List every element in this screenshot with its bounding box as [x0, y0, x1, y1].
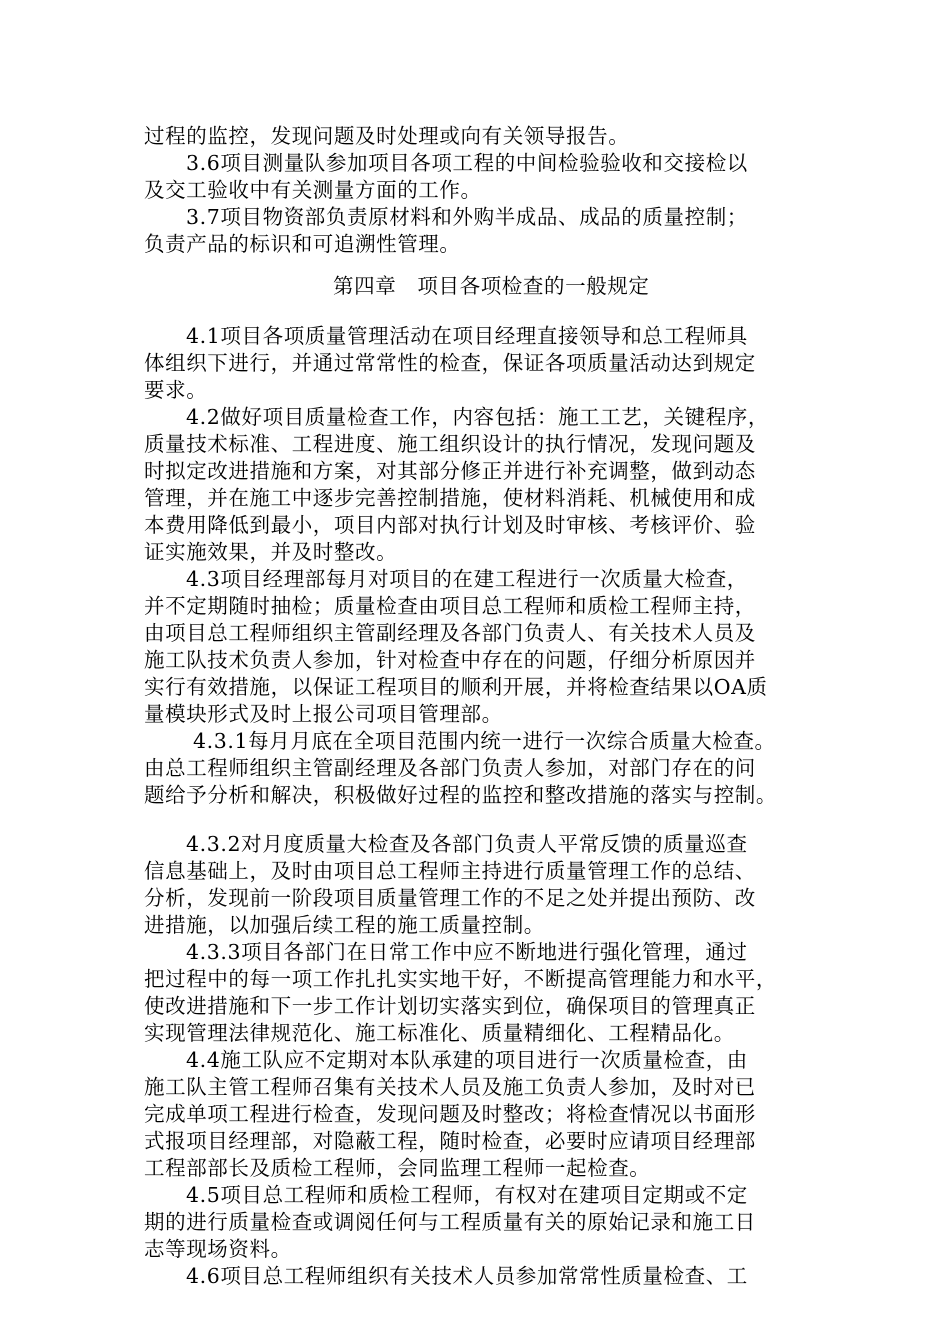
text-line [0, 755, 950, 781]
heading-text: 第四章 项目各项检查的一般规定 [333, 274, 650, 298]
line-text: 过程的监控，发现问题及时处理或向有关领导报告。 [144, 124, 630, 148]
line-text: 施工队技术负责人参加，针对检查中存在的问题，仔细分析原因并 [144, 648, 756, 672]
line-text: 并不定期随时抽检；质量检查由项目总工程师和质检工程师主持， [144, 594, 756, 618]
text-line [0, 1074, 950, 1100]
text-line [0, 377, 950, 403]
text-line [0, 323, 950, 349]
text-line [0, 647, 950, 673]
text-line [0, 1047, 950, 1073]
line-text: 3.7项目物资部负责原材料和外购半成品、成品的质量控制； [186, 205, 748, 229]
line-text: 量模块形式及时上报公司项目管理部。 [144, 702, 503, 726]
line-text: 使改进措施和下一步工作计划切实落实到位，确保项目的管理真正 [144, 994, 756, 1018]
text-line [0, 123, 950, 149]
text-line [0, 620, 950, 646]
text-line [0, 1101, 950, 1127]
text-line [0, 885, 950, 911]
text-line [0, 701, 950, 727]
line-text: 4.2做好项目质量检查工作，内容包括：施工工艺，关键程序， [186, 405, 769, 429]
line-text: 4.3项目经理部每月对项目的在建工程进行一次质量大检查， [186, 567, 748, 591]
line-text: 工程部部长及质检工程师，会同监理工程师一起检查。 [144, 1156, 651, 1180]
line-text: 进措施，以加强后续工程的施工质量控制。 [144, 913, 545, 937]
text-line [0, 912, 950, 938]
line-text: 由项目总工程师组织主管副经理及各部门负责人、有关技术人员及 [144, 621, 756, 645]
text-line [0, 728, 950, 754]
line-text: 由总工程师组织主管副经理及各部门负责人参加，对部门存在的问 [144, 756, 756, 780]
line-text: 完成单项工程进行检查，发现问题及时整改；将检查情况以书面形 [144, 1102, 756, 1126]
line-text: 4.3.2对月度质量大检查及各部门负责人平常反馈的质量巡查 [186, 832, 748, 856]
chapter-heading [0, 273, 950, 299]
line-text: 负责产品的标识和可追溯性管理。 [144, 232, 461, 256]
text-line [0, 1020, 950, 1046]
line-text: 实行有效措施，以保证工程项目的顺利开展，并将检查结果以OA质 [144, 675, 768, 699]
line-text: 实现管理法律规范化、施工标准化、质量精细化、工程精品化。 [144, 1021, 735, 1045]
text-line [0, 566, 950, 592]
text-line [0, 150, 950, 176]
line-text: 证实施效果，并及时整改。 [144, 540, 398, 564]
text-line [0, 1209, 950, 1235]
line-text: 式报项目经理部，对隐蔽工程，随时检查，必要时应请项目经理部 [144, 1129, 756, 1153]
line-text: 4.1项目各项质量管理活动在项目经理直接领导和总工程师具 [186, 324, 748, 348]
line-text: 要求。 [144, 378, 208, 402]
text-line [0, 1263, 950, 1289]
line-text: 质量技术标准、工程进度、施工组织设计的执行情况，发现问题及 [144, 432, 756, 456]
text-line [0, 204, 950, 230]
text-line [0, 1182, 950, 1208]
line-text: 体组织下进行，并通过常常性的检查，保证各项质量活动达到规定 [144, 351, 756, 375]
text-line [0, 350, 950, 376]
line-text: 4.3.3项目各部门在日常工作中应不断地进行强化管理，通过 [186, 940, 748, 964]
text-line [0, 782, 950, 808]
text-line [0, 1155, 950, 1181]
text-line [0, 858, 950, 884]
text-line [0, 177, 950, 203]
line-text: 本费用降低到最小，项目内部对执行计划及时审核、考核评价、验 [144, 513, 756, 537]
line-text: 4.3.1每月月底在全项目范围内统一进行一次综合质量大检查。 [193, 729, 776, 753]
line-text: 期的进行质量检查或调阅任何与工程质量有关的原始记录和施工日 [144, 1210, 756, 1234]
line-text: 题给予分析和解决，积极做好过程的监控和整改措施的落实与控制。 [144, 783, 777, 807]
text-line [0, 993, 950, 1019]
line-text: 4.6项目总工程师组织有关技术人员参加常常性质量检查、工 [186, 1264, 748, 1288]
line-text: 施工队主管工程师召集有关技术人员及施工负责人参加，及时对已 [144, 1075, 756, 1099]
line-text: 志等现场资料。 [144, 1237, 292, 1261]
line-text: 3.6项目测量队参加项目各项工程的中间检验验收和交接检以 [186, 151, 748, 175]
text-line [0, 485, 950, 511]
text-line [0, 966, 950, 992]
text-line [0, 512, 950, 538]
line-text: 4.5项目总工程师和质检工程师，有权对在建项目定期或不定 [186, 1183, 748, 1207]
text-line [0, 458, 950, 484]
text-line [0, 404, 950, 430]
text-line [0, 539, 950, 565]
text-line [0, 1128, 950, 1154]
line-text: 管理，并在施工中逐步完善控制措施，使材料消耗、机械使用和成 [144, 486, 756, 510]
line-text: 分析，发现前一阶段项目质量管理工作的不足之处并提出预防、改 [144, 886, 756, 910]
line-text: 及交工验收中有关测量方面的工作。 [144, 178, 482, 202]
text-line [0, 674, 950, 700]
text-line [0, 593, 950, 619]
text-line [0, 1236, 950, 1262]
line-text: 时拟定改进措施和方案，对其部分修正并进行补充调整，做到动态 [144, 459, 756, 483]
text-line [0, 431, 950, 457]
line-text: 信息基础上，及时由项目总工程师主持进行质量管理工作的总结、 [144, 859, 756, 883]
text-line [0, 231, 950, 257]
line-text: 4.4施工队应不定期对本队承建的项目进行一次质量检查，由 [186, 1048, 748, 1072]
text-line [0, 939, 950, 965]
line-text: 把过程中的每一项工作扎扎实实地干好，不断提高管理能力和水平， [144, 967, 777, 991]
text-line [0, 831, 950, 857]
